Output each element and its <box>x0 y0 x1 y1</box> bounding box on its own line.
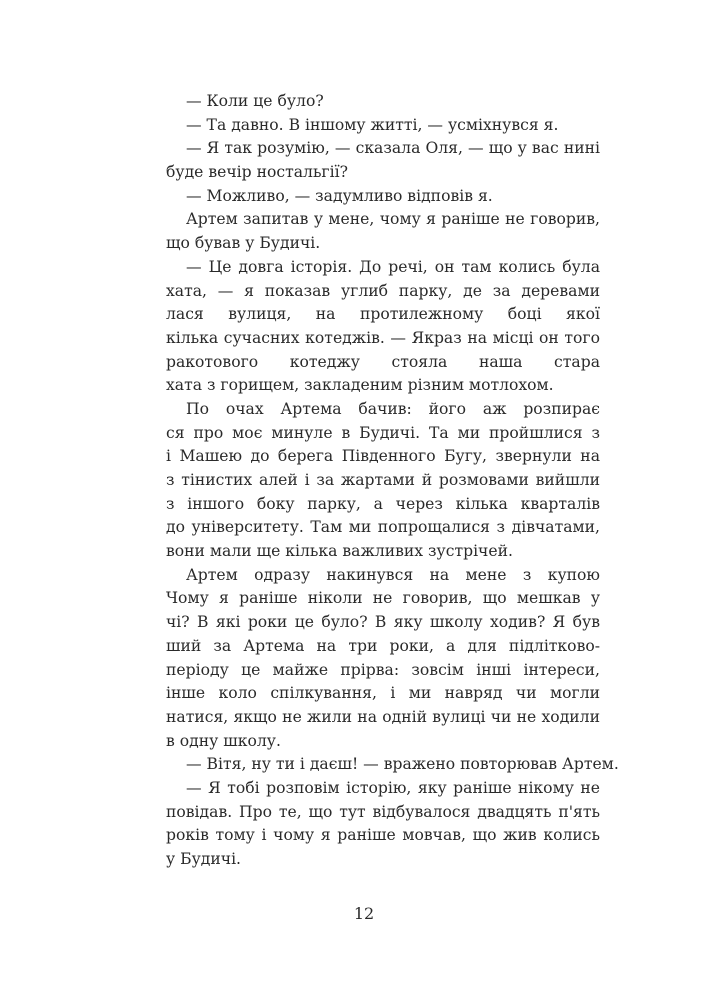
text-line: лася вулиця, на протилежному боці якої <box>166 305 600 324</box>
page-number: 12 <box>353 904 375 923</box>
text-line: хата з горищем, закладеним різним мотлохом. <box>166 376 554 395</box>
paragraph <box>166 753 619 777</box>
text-line: періоду це майже прірва: зовсім інші інтереси, <box>166 660 600 679</box>
text-line: у Будичі. <box>166 850 242 868</box>
text-line: Артем одразу накинувся на мене з купою <box>186 565 600 584</box>
text-line: ракотового котеджу стояла наша стара <box>166 352 600 371</box>
paragraph <box>166 185 600 209</box>
text-line: — Я так розумію, — сказала Оля, — що у вас нині <box>186 139 600 158</box>
text-line: натися, якщо не жили на одній вулиці чи не ходили <box>166 707 600 726</box>
text-line: — Це довга історія. До речі, он там колись була <box>186 257 600 276</box>
paragraph <box>166 90 600 114</box>
body-text <box>166 90 619 872</box>
paragraph <box>166 137 600 184</box>
paragraph <box>166 564 600 754</box>
text-line: і Машею до берега Південного Бугу, звернули на <box>166 447 600 466</box>
text-line: ся про моє минуле в Будичі. Та ми пройшлися з <box>166 423 600 442</box>
text-line: — Та давно. В іншому житті, — усміхнувся я. <box>186 115 559 134</box>
text-line: з тінистих алей і за жартами й розмовами вийшли <box>166 471 600 489</box>
paragraph <box>166 256 600 398</box>
text-line: Артем запитав у мене, чому я раніше не говорив, <box>186 210 600 229</box>
text-line: ший за Артема на три роки, а для підлітково- <box>166 636 600 655</box>
text-line: інше коло спілкування, і ми навряд чи могли <box>166 684 600 703</box>
paragraph <box>166 398 600 564</box>
text-line: чі? В які роки це було? В яку школу ходив? Я був <box>166 613 600 632</box>
text-line: Чому я раніше ніколи не говорив, що мешкав у <box>166 589 600 608</box>
text-line: років тому і чому я раніше мовчав, що жив колись <box>166 826 600 845</box>
text-line: — Коли це було? <box>186 92 324 110</box>
text-line: хата, — я показав углиб парку, де за деревами <box>166 281 600 300</box>
text-line: до університету. Там ми попрощалися з дівчатами, <box>166 518 600 537</box>
text-line: По очах Артема бачив: його аж розпирає <box>186 399 600 418</box>
text-line: кілька сучасних котеджів. — Якраз на місці он того <box>166 328 600 347</box>
text-line: з іншого боку парку, а через кілька кварталів <box>166 494 600 513</box>
text-line: — Можливо, — задумливо відповів я. <box>186 186 493 205</box>
paragraph <box>166 114 600 138</box>
paragraph <box>166 777 600 872</box>
text-line: що бував у Будичі. <box>166 234 321 253</box>
text-line: буде вечір ностальгії? <box>166 163 348 182</box>
text-line: — Я тобі розповім історію, яку раніше нікому не <box>186 778 600 797</box>
text-line: в одну школу. <box>166 731 281 750</box>
paragraph <box>166 208 600 255</box>
text-line: повідав. Про те, що тут відбувалося двадцять п'ять <box>166 802 600 821</box>
text-line: — Вітя, ну ти і даєш! — вражено повторював Артем. <box>186 755 619 774</box>
text-line: вони мали ще кілька важливих зустрічей. <box>166 542 513 561</box>
